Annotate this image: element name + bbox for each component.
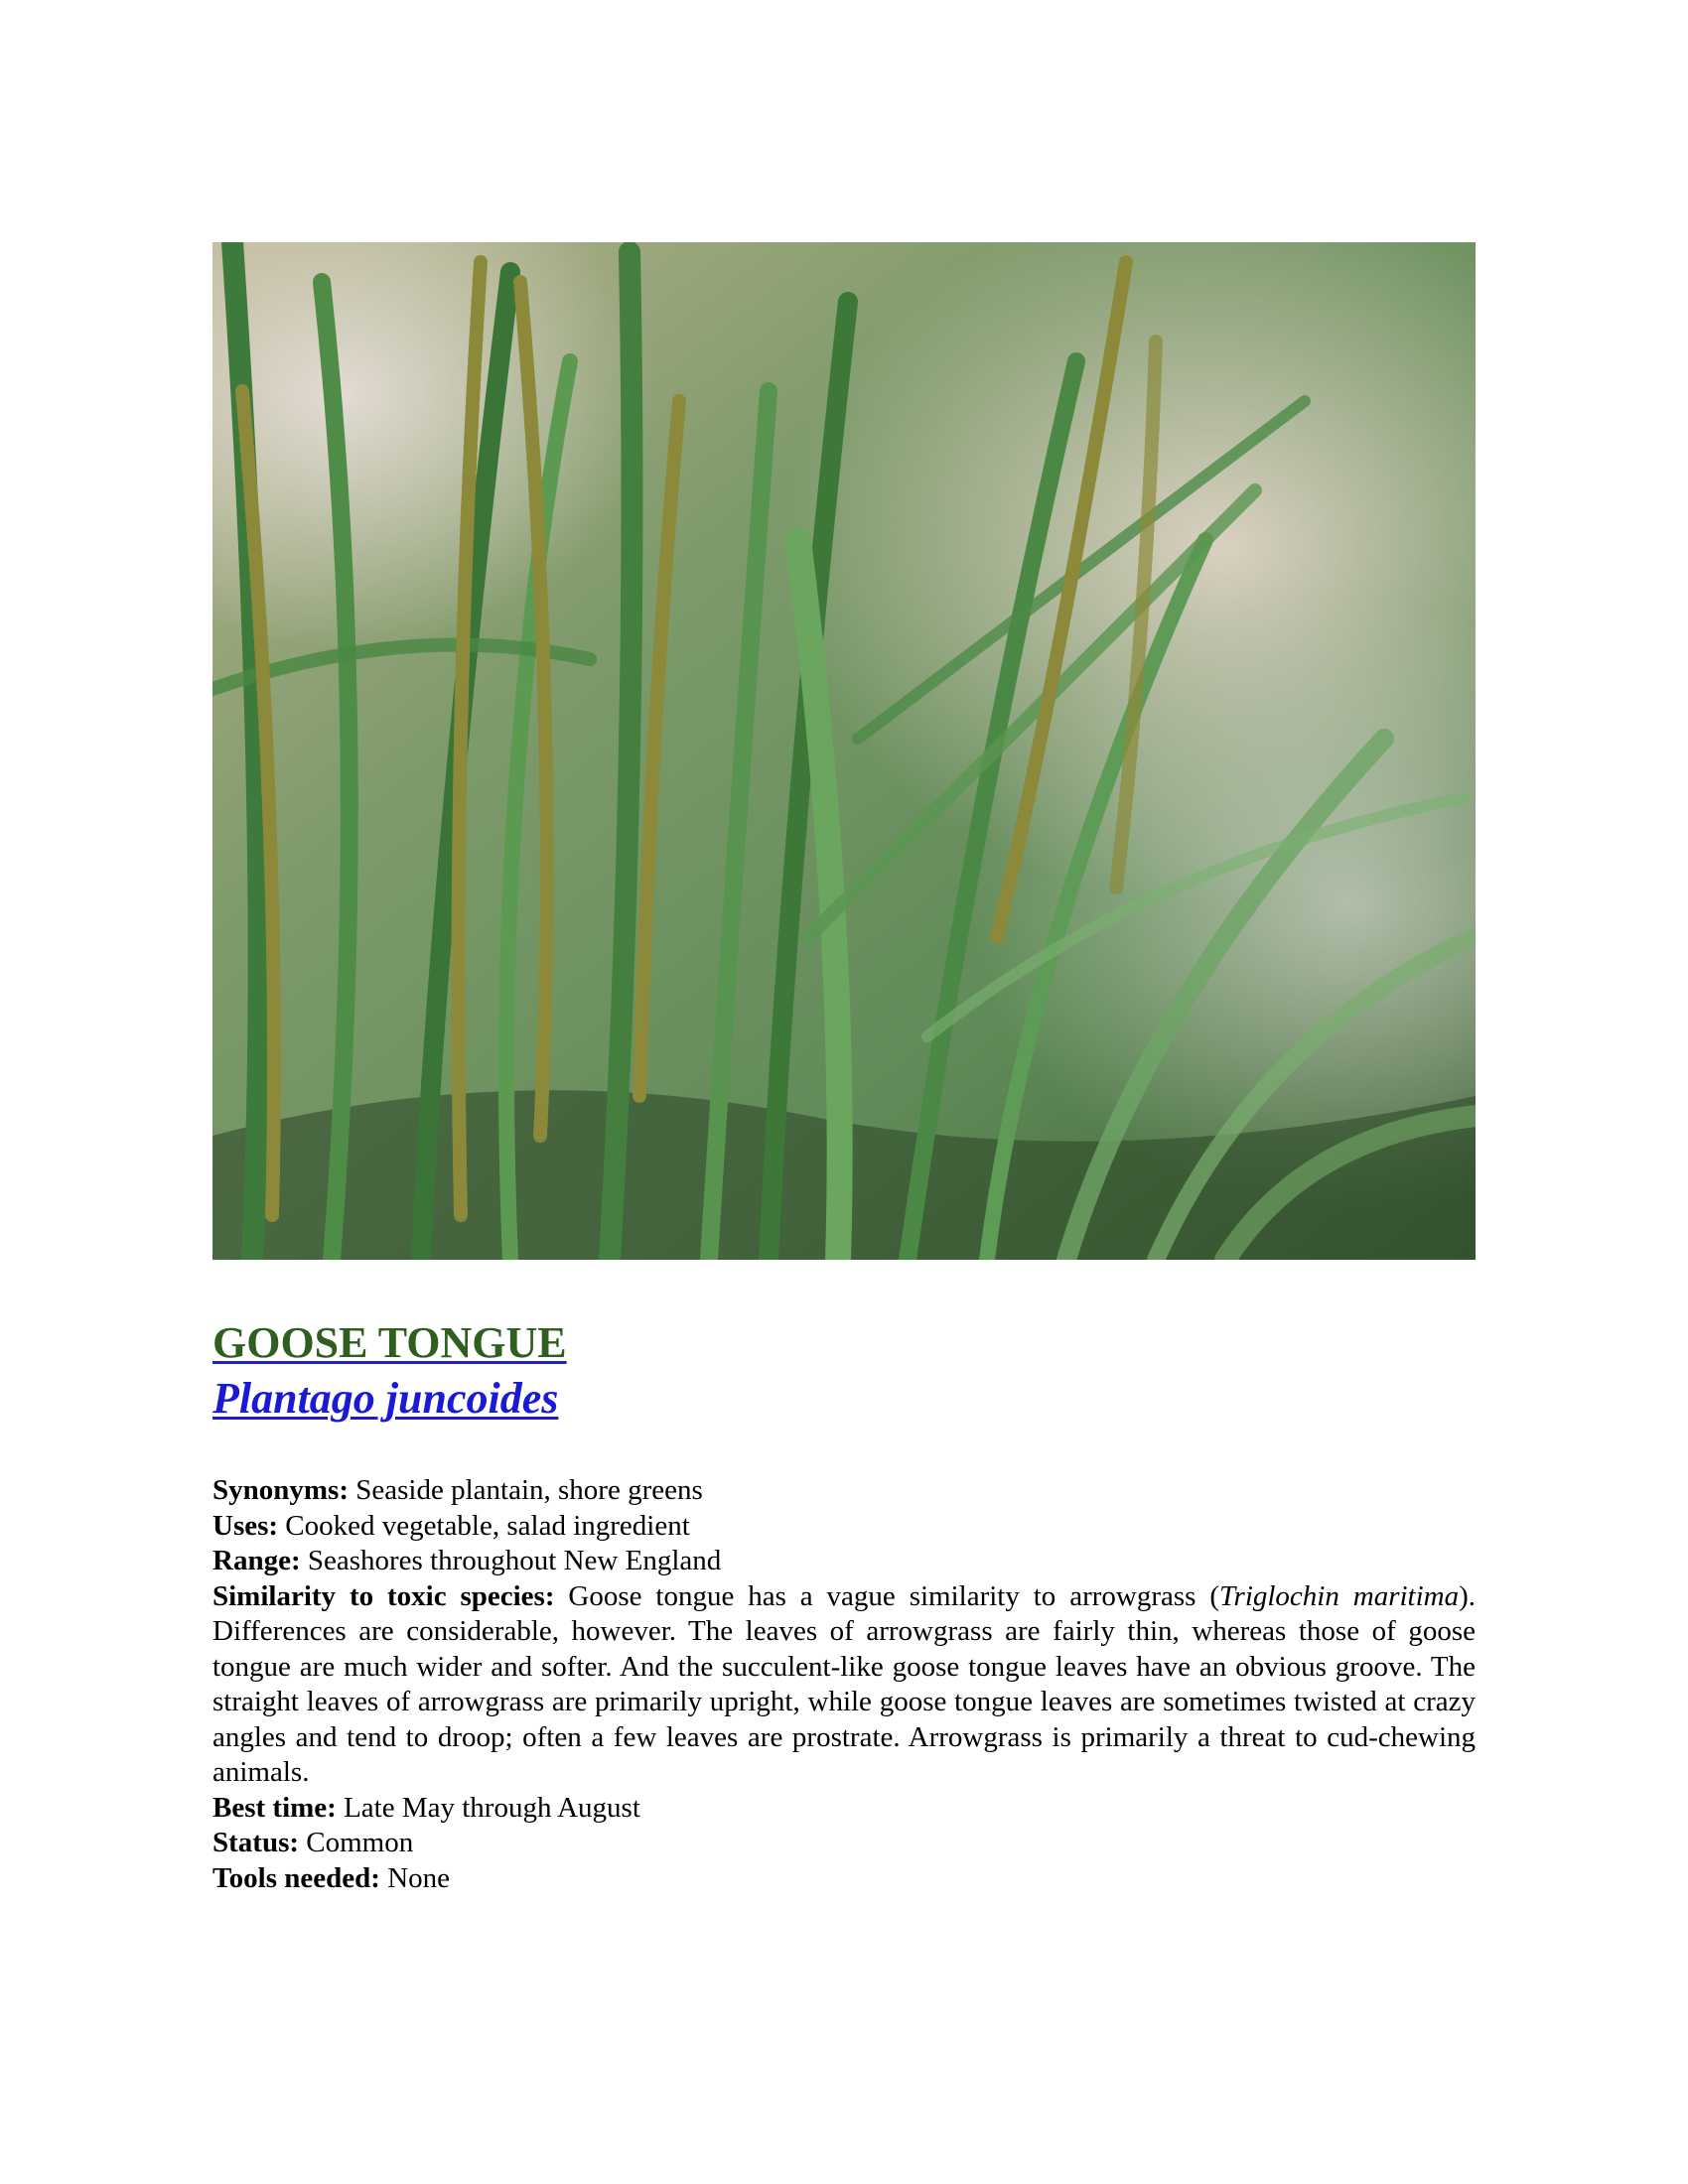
range-label: Range: [212,1545,301,1576]
title-block [212,1315,567,1427]
plant-details [212,1473,1476,1896]
synonyms-label: Synonyms: [212,1474,349,1506]
latin-name-link[interactable]: Plantago juncoides [212,1374,559,1423]
synonyms-line [212,1473,1476,1509]
common-name-heading[interactable]: GOOSE TONGUE [212,1318,567,1367]
best-time-value: Late May through August [344,1791,640,1824]
similarity-text-start: Goose tongue has a vague similarity to arrowgrass ( [568,1579,1219,1612]
best-time-line [212,1791,1476,1827]
range-value: Seashores throughout New England [307,1545,722,1576]
status-line [212,1826,1476,1861]
status-value: Common [306,1827,414,1858]
similarity-label: Similarity to toxic species: [212,1579,555,1612]
status-label: Status: [212,1827,300,1858]
tools-label: Tools needed: [212,1861,380,1894]
synonyms-value: Seaside plantain, shore greens [355,1474,703,1506]
uses-label: Uses: [212,1509,279,1542]
tools-value: None [387,1861,451,1894]
best-time-label: Best time: [212,1791,337,1824]
tools-line [212,1861,1476,1897]
uses-line [212,1509,1476,1545]
similarity-paragraph [212,1579,1476,1791]
plant-photo [212,242,1476,1260]
similarity-text-end: ). Differences are considerable, however. The leaves of arrowgrass are fairly thin, whereas those of goose tongue are much wider and softer. And the succulent-like goose tongue leaves have an obvious groove. The straight leaves of arrowgrass are primarily upright, while goose tongue leaves are sometimes twisted at crazy angles and tend to droop; often a few leaves are prostrate. Arrowgrass is primarily a threat to cud-chewing animals. [212,1579,1477,1788]
range-line [212,1544,1476,1579]
uses-value: Cooked vegetable, salad ingredient [285,1509,690,1542]
similarity-species: Triglochin maritima [1219,1579,1460,1612]
